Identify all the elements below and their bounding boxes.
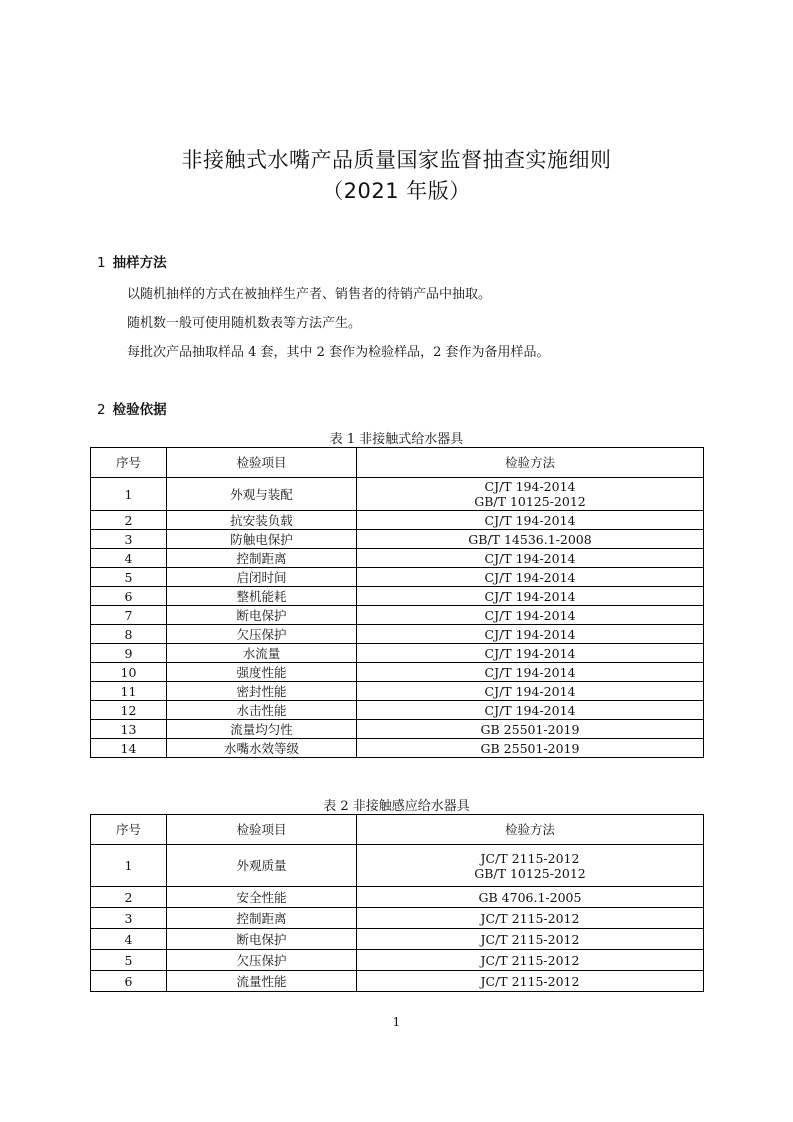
inspection-method-cell <box>357 625 704 644</box>
row-number-cell: 4 <box>91 929 167 950</box>
inspection-method-standard: JC/T 2115-2012 <box>480 850 580 866</box>
inspection-method-standard: JC/T 2115-2012 <box>480 973 580 989</box>
inspection-method-standard: CJ/T 194-2014 <box>484 664 576 680</box>
table-row <box>91 568 704 587</box>
table-header-row <box>91 448 704 478</box>
inspection-method-standard: GB 25501-2019 <box>480 740 580 756</box>
table-row <box>91 908 704 929</box>
table-row <box>91 587 704 606</box>
inspection-method-standard: CJ/T 194-2014 <box>484 626 576 642</box>
inspection-method-cell <box>357 929 704 950</box>
inspection-item-cell: 欠压保护 <box>167 950 357 971</box>
section-1-heading <box>97 251 167 271</box>
inspection-method-standard: JC/T 2115-2012 <box>480 931 580 947</box>
inspection-method-standard: GB/T 10125-2012 <box>474 865 586 881</box>
table-row <box>91 606 704 625</box>
row-number-cell: 8 <box>91 625 167 644</box>
document-title: 非接触式水嘴产品质量国家监督抽查实施细则 <box>181 148 612 172</box>
table-header-cell: 序号 <box>91 448 167 478</box>
section-1-title: 抽样方法 <box>112 255 167 271</box>
inspection-method-cell <box>357 971 704 992</box>
document-edition: （2021 年版） <box>322 179 471 203</box>
inspection-item-cell: 启闭时间 <box>167 568 357 587</box>
table-1-caption: 表 1 非接触式给水器具 <box>329 432 464 447</box>
inspection-method-cell <box>357 549 704 568</box>
inspection-method-standard: CJ/T 194-2014 <box>484 588 576 604</box>
table-row <box>91 720 704 739</box>
row-number-cell: 1 <box>91 845 167 887</box>
inspection-method-standard: JC/T 2115-2012 <box>480 910 580 926</box>
inspection-item-cell: 外观质量 <box>167 845 357 887</box>
inspection-item-cell: 抗安装负载 <box>167 511 357 530</box>
row-number-cell: 7 <box>91 606 167 625</box>
inspection-method-cell <box>357 720 704 739</box>
inspection-method-cell <box>357 606 704 625</box>
inspection-method-standard: JC/T 2115-2012 <box>480 952 580 968</box>
inspection-method-standard: GB 25501-2019 <box>480 721 580 737</box>
inspection-item-cell: 断电保护 <box>167 929 357 950</box>
table-row <box>91 682 704 701</box>
inspection-item-cell: 断电保护 <box>167 606 357 625</box>
inspection-item-cell: 流量均匀性 <box>167 720 357 739</box>
inspection-method-standard: CJ/T 194-2014 <box>484 569 576 585</box>
inspection-method-cell <box>357 568 704 587</box>
table-header-cell: 检验项目 <box>167 815 357 845</box>
row-number-cell: 12 <box>91 701 167 720</box>
inspection-method-cell <box>357 701 704 720</box>
table-row <box>91 511 704 530</box>
inspection-method-cell <box>357 950 704 971</box>
inspection-method-cell <box>357 478 704 511</box>
row-number-cell: 13 <box>91 720 167 739</box>
page-number: 1 <box>392 1015 401 1029</box>
inspection-item-cell: 防触电保护 <box>167 530 357 549</box>
section-1-paragraph-2: 随机数一般可使用随机数表等方法产生。 <box>127 316 362 331</box>
row-number-cell: 6 <box>91 587 167 606</box>
row-number-cell: 9 <box>91 644 167 663</box>
inspection-item-cell: 外观与装配 <box>167 478 357 511</box>
section-2-title: 检验依据 <box>112 402 167 418</box>
row-number-cell: 1 <box>91 478 167 511</box>
inspection-item-cell: 欠压保护 <box>167 625 357 644</box>
inspection-item-cell: 控制距离 <box>167 549 357 568</box>
inspection-method-standard: CJ/T 194-2014 <box>484 702 576 718</box>
inspection-method-standard: CJ/T 194-2014 <box>484 607 576 623</box>
table-row <box>91 530 704 549</box>
table-row <box>91 549 704 568</box>
inspection-method-cell <box>357 511 704 530</box>
inspection-method-cell <box>357 644 704 663</box>
inspection-item-cell: 水击性能 <box>167 701 357 720</box>
section-1-paragraph-3: 每批次产品抽取样品 4 套，其中 2 套作为检验样品，2 套作为备用样品。 <box>127 345 550 360</box>
table-2 <box>90 814 704 992</box>
inspection-item-cell: 整机能耗 <box>167 587 357 606</box>
inspection-method-cell <box>357 682 704 701</box>
row-number-cell: 5 <box>91 568 167 587</box>
inspection-method-cell <box>357 908 704 929</box>
table-row <box>91 845 704 887</box>
row-number-cell: 11 <box>91 682 167 701</box>
inspection-method-standard: GB/T 14536.1-2008 <box>468 531 592 547</box>
table-row <box>91 950 704 971</box>
table-header-cell: 检验方法 <box>357 448 704 478</box>
inspection-method-standard: CJ/T 194-2014 <box>484 550 576 566</box>
table-header-cell: 序号 <box>91 815 167 845</box>
row-number-cell: 2 <box>91 511 167 530</box>
inspection-method-standard: GB/T 10125-2012 <box>474 494 586 509</box>
inspection-method-cell <box>357 587 704 606</box>
section-1-number: 1 <box>97 255 106 271</box>
inspection-method-cell <box>357 887 704 908</box>
inspection-method-standard: CJ/T 194-2014 <box>484 683 576 699</box>
table-header-cell: 检验项目 <box>167 448 357 478</box>
inspection-method-standard: CJ/T 194-2014 <box>484 645 576 661</box>
table-header-cell: 检验方法 <box>357 815 704 845</box>
row-number-cell: 2 <box>91 887 167 908</box>
row-number-cell: 14 <box>91 739 167 758</box>
row-number-cell: 3 <box>91 530 167 549</box>
inspection-item-cell: 水嘴水效等级 <box>167 739 357 758</box>
inspection-method-cell <box>357 845 704 887</box>
inspection-method-standard: CJ/T 194-2014 <box>484 479 576 494</box>
inspection-item-cell: 强度性能 <box>167 663 357 682</box>
table-row <box>91 887 704 908</box>
section-2-number: 2 <box>97 402 106 418</box>
section-1-paragraph-1: 以随机抽样的方式在被抽样生产者、销售者的待销产品中抽取。 <box>127 287 492 302</box>
inspection-item-cell: 安全性能 <box>167 887 357 908</box>
table-header-row <box>91 815 704 845</box>
inspection-item-cell: 控制距离 <box>167 908 357 929</box>
table-row <box>91 663 704 682</box>
table-2-caption: 表 2 非接触感应给水器具 <box>323 799 470 814</box>
table-row <box>91 739 704 758</box>
row-number-cell: 10 <box>91 663 167 682</box>
table-row <box>91 644 704 663</box>
row-number-cell: 3 <box>91 908 167 929</box>
inspection-method-standard: CJ/T 194-2014 <box>484 512 576 528</box>
table-row <box>91 971 704 992</box>
table-row <box>91 625 704 644</box>
row-number-cell: 5 <box>91 950 167 971</box>
table-1 <box>90 447 704 758</box>
section-2-heading <box>97 398 167 418</box>
row-number-cell: 4 <box>91 549 167 568</box>
inspection-item-cell: 水流量 <box>167 644 357 663</box>
inspection-method-cell <box>357 663 704 682</box>
row-number-cell: 6 <box>91 971 167 992</box>
table-row <box>91 929 704 950</box>
inspection-item-cell: 密封性能 <box>167 682 357 701</box>
inspection-method-cell <box>357 739 704 758</box>
inspection-method-standard: GB 4706.1-2005 <box>478 889 582 905</box>
table-row <box>91 701 704 720</box>
table-row <box>91 478 704 511</box>
inspection-item-cell: 流量性能 <box>167 971 357 992</box>
inspection-method-cell <box>357 530 704 549</box>
